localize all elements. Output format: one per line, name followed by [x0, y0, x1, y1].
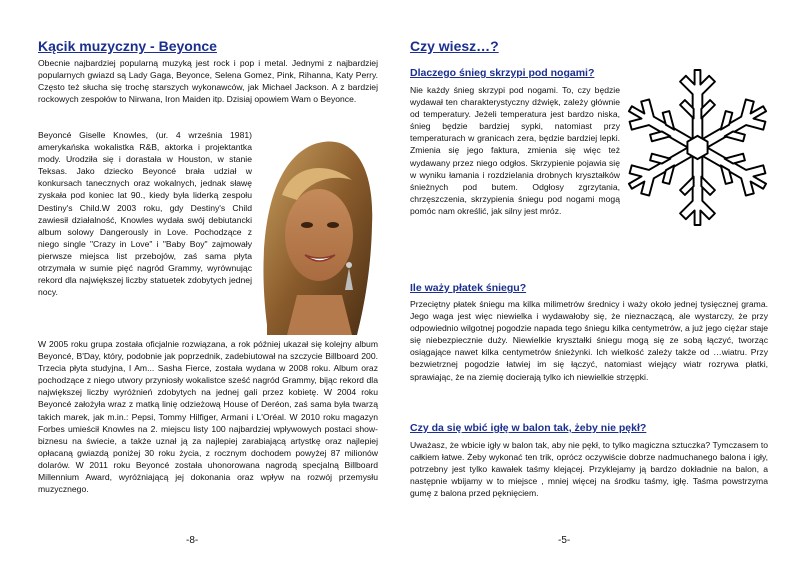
question-1-text: Nie każdy śnieg skrzypi pod nogami. To, czy będzie wydawał ten charakterystyczny dźwięk, zależy głównie od temperatury. Jeżeli temperatura jest bardzo niska, śnieg będzie bardziej sypki, natomiast przy temperaturach w granicach zera, będzie bardziej lepki. Zmienia się jego faktura, zmienia się więc też wydawany przez niego odgłos. Skrzypienie pojawia się w wyniku łamania i rozdzielania drobnych kryształków śnieżnych pod butem. Odgłosy zgrzytania, chrzęszczenia, skrzypienia śniegu pod nogami mogą pomóc nam określić, jak silny jest mróz.	[410, 85, 620, 216]
question-1-title: Dlaczego śnieg skrzypi pod nogami?	[410, 67, 595, 79]
bio-paragraph: Beyoncé Giselle Knowles, (ur. 4 września 1981) amerykańska wokalistka R&B, aktorka i projektantka mody. Urodziła się i dorastała w Houston, w stanie Teksas. Jako dziecko Beyoncé brała udział w konkursach tanecznych oraz wokalnych, jednak sławę zyskała pod koniec lat 90., kiedy była liderką zespołu Destiny's Child.W 2003 roku, gdy Destiny's Child zawiesił działalność, Knowles wydała swój debiutancki album solowy Dangerously in Love. Pochodzące z niego single "Crazy in Love" i "Baby Boy" zajmowały pierwsze miejsca list przebojów, zaś sama płyta otrzymała w sumie pięć nagród Grammy, wyrównując rekord dla największej liczby statuetek zdobytych jednej nocy.	[38, 130, 252, 298]
right-page-number: -5-	[558, 535, 571, 546]
beyonce-photo	[257, 125, 377, 335]
snowflake-icon	[620, 60, 775, 235]
left-page-number: -8-	[186, 535, 199, 546]
right-page-title: Czy wiesz…?	[410, 38, 499, 54]
question-2-title: Ile waży płatek śniegu?	[410, 282, 527, 294]
question-3-title: Czy da się wbić igłę w balon tak, żeby nie pękł?	[410, 422, 647, 434]
question-3-text: Uważasz, że wbicie igły w balon tak, aby nie pękł, to tylko magiczna sztuczka? Tymczasem to całkiem łatwe. Żeby wykonać ten trik, oprócz oczywiście dobrze nadmuchanego balona i igły, potrzebny jest tylko kawałek taśmy klejącej. Przyklejamy ją bardzo dokładnie na balon, a następnie wbijamy w to miejsce , mniej więcej na środku taśmy, igłę. Taśma powstrzyma gumę z balona przed pęknięciem.	[410, 440, 768, 499]
question-2-text: Przeciętny płatek śniegu ma kilka milimetrów średnicy i waży około jednej tysięcznej grama. Jego waga jest więc niewielka i wydawałoby się, że nieznaczącą, ale wystarczy, że przy odpowiednio wilgotnej pogodzie napada tego śniegu kilka centymetrów, a już jego ciężar staje się niebezpiecznie duży. Niewielkie kryształki śniegu mogą się ze sobą łączyć, tworząc osiągające nawet kilka centymetrów śnieżynki. Ich wielkość zależy także od …wiatru. Przy bezwietrznej pogodzie łatwiej im się łączyć, natomiast wiejący wiatr rozrywa płatki, sprawiając, że na ziemię docierają tylko ich niewielkie strzępki.	[410, 299, 768, 382]
left-page-title: Kącik muzyczny - Beyonce	[38, 38, 217, 54]
career-paragraph: W 2005 roku grupa została oficjalnie rozwiązana, a rok później ukazał się kolejny album Beyoncé, B'Day, który, podobnie jak poprzednik, zadebiutował na szczycie Billboard 200. Trzecia płyta studyjna, I Am... Sasha Fierce, została wydana w 2008 roku. Album oraz pochodzące z niego utwory przyniosły wokalistce sześć nagród Grammy, bijąc rekord dla największej liczby wyróżnień zdobytych na jednej gali przez kobietę. W 2004 roku Beyoncé założyła wraz z matką linię odzieżową House of Deréon, zaś sama była twarzą takich marek, jak m.in.: Pepsi, Tommy Hilfiger, Armani i L'Oréal. W 2010 roku magazyn Forbes umieścił Knowles na 2. miejscu listy 100 najbardziej wpływowych postaci show-biznesu na świecie, a także uznał ją za najlepiej zarabiającą artystkę oraz najlepiej opłacaną gwiazdą poniżej 30 roku życia, z rocznym dochodem powyżej 87 milionów dolarów. W 2011 roku Beyoncé została uhonorowana nagrodą specjalną Billboard Millennium Award, wyróżniającą jej dokonania oraz wpływ na rozwój przemysłu muzycznego.	[38, 339, 378, 495]
intro-paragraph: Obecnie najbardziej popularną muzyką jest rock i pop i metal. Jednymi z najbardziej popularnych gwiazd są Lady Gaga, Beyonce, Selena Gomez, Pink, Rihanna, Katy Perry. Często też słucha się trochę starszych wykonawców, jak Michael Jackson. A z bardziej rockowych zespołów to Nirwana, Iron Maiden itp. Dzisiaj opowiem Wam o Beyonce.	[38, 58, 378, 105]
